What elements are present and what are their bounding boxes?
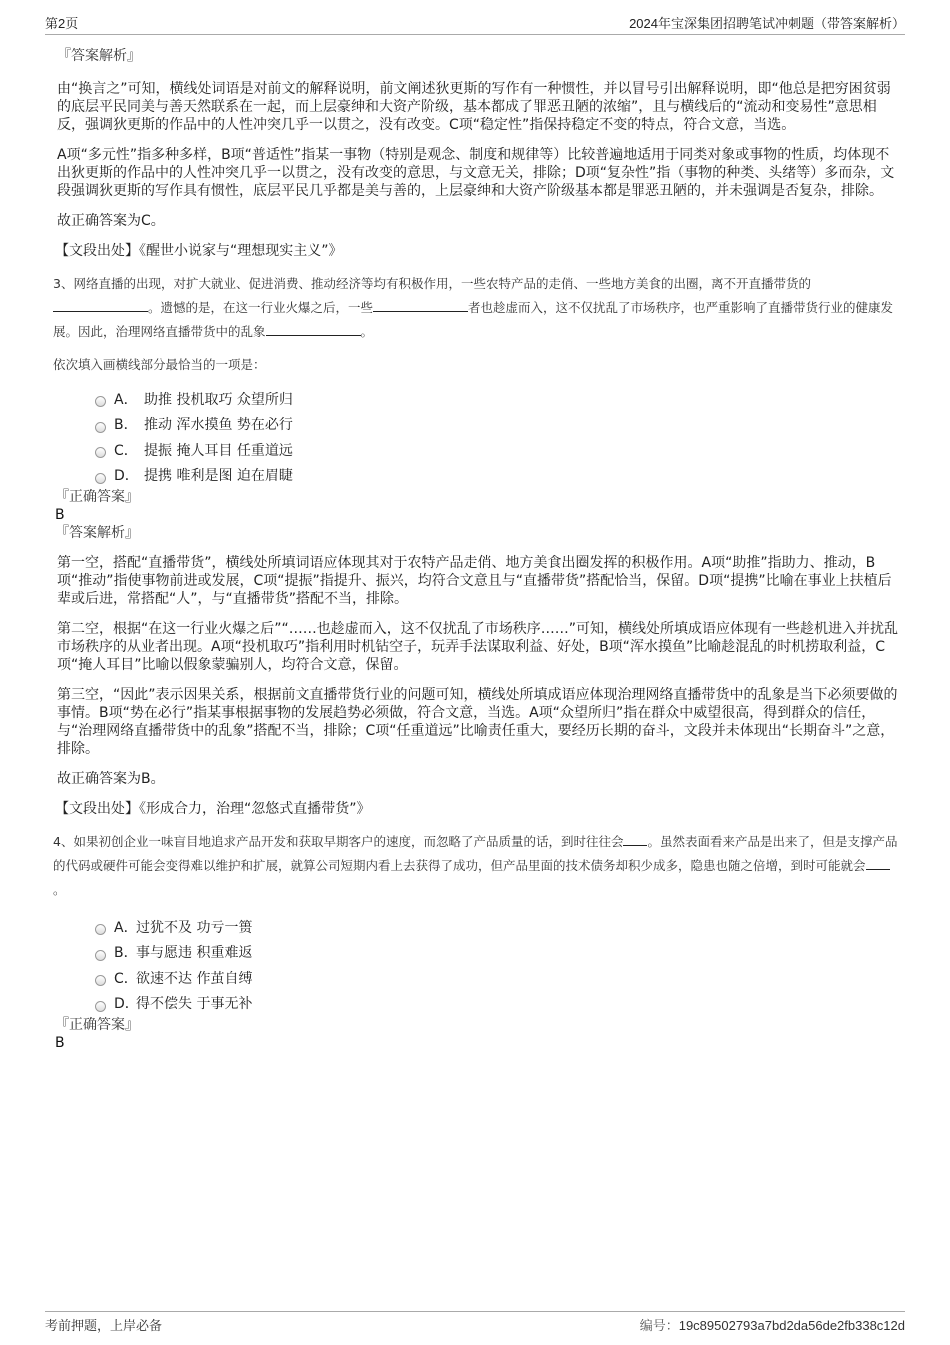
source-citation: 【文段出处】《醒世小说家与“理想现实主义”》 (55, 243, 343, 259)
analysis-paragraph: 第三空，“因此”表示因果关系，根据前文直播带货行业的问题可知，横线处所填成语应体现治理网络直播带货中的乱象是当下必须要做的事情。B项“势在必行”指某事根据事物的发展趋势必须做，符合文意，当选。A项“众望所归”指在群众中威望很高，得到群众的信任，与“治理网络直播带货中的乱象”搭配不当，排除；C项“任重道远”比喻责任重大，要经历长期的奋斗，文段并未体现出“长期奋斗”之意，排除。 (57, 687, 898, 757)
option-c[interactable]: C． 欲速不达 作茧自缚 (95, 965, 900, 991)
page-content (53, 46, 900, 1052)
document-code: 编号：19c89502793a7bd2da56de2fb338c12d (639, 1318, 905, 1333)
analysis-paragraph: 由“换言之”可知，横线处词语是对前文的解释说明，前文阐述狄更斯的写作有一种惯性，并以冒号引出解释说明，即“他总是把穷困贫弱的底层平民同美与善天然联系在一起，而上层豪绅和大资产阶级，基本都成了罪恶丑陋的浓缩”，且与横线后的“流动和变易性”意思相反，强调狄更斯的作品中的人性冲突几乎一以贯之，没有改变。C项“稳定性”指保持稳定不变的特点，符合文意，当选。 (57, 81, 891, 133)
analysis-paragraph: 第二空，根据“在这一行业火爆之后”“……也趁虚而入，这不仅扰乱了市场秩序……”可知，横线处所填成语应体现有一些趁机进入并扰乱市场秩序的从业者出现。A项“投机取巧”指利用时机钻空子，玩弄手法谋取利益、好处，B项“浑水摸鱼”比喻趁混乱的时机捞取利益，C项“掩人耳目”比喻以假象蒙骗别人，均符合文意，保留。 (57, 621, 899, 673)
document-title: 2024年宝深集团招聘笔试冲刺题（带答案解析） (629, 16, 905, 31)
option-a[interactable]: A． 助推 投机取巧 众望所归 (95, 386, 900, 412)
correct-answer-value: B (55, 1035, 65, 1051)
question-stem: 4、如果初创企业一味盲目地追求产品开发和获取早期客户的速度，而忽略了产品质量的话，到时往往会 。虽然表面看来产品是出来了，但是支撑产品的代码或硬件可能会变得难以维护和扩展，就算公司短期内看上去获得了成功，但产品里面的技术债务却积少成多，隐患也随之倍增，到时可能就会。 (53, 830, 900, 902)
analysis-heading: 『答案解析』 (57, 48, 141, 64)
question-number: 3、 (53, 276, 74, 291)
option-a[interactable]: A． 过犹不及 功亏一篑 (95, 914, 900, 940)
analysis-paragraph: 第一空，搭配“直播带货”，横线处所填词语应体现其对于农特产品走俏、地方美食出圈发挥的积极作用。A项“助推”指助力、推动，B项“推动”指使事物前进或发展，C项“提振”指提升、振兴，均符合文意且与“直播带货”搭配恰当，保留。D项“提携”比喻在事业上扶植后辈或后进，常搭配“人”，与“直播带货”搭配不当，排除。 (57, 555, 892, 607)
radio-button-icon[interactable] (95, 396, 106, 407)
page-footer (45, 1311, 905, 1334)
correct-answer-value: B (55, 507, 65, 523)
radio-button-icon[interactable] (95, 1001, 106, 1012)
page-number: 第2页 (45, 16, 79, 31)
radio-button-icon[interactable] (95, 924, 106, 935)
fill-blank-3 (266, 321, 361, 336)
options-list (95, 914, 900, 1016)
page-header (45, 12, 905, 35)
fill-blank-1 (53, 297, 148, 312)
question-3 (53, 272, 900, 818)
radio-button-icon[interactable] (95, 422, 106, 433)
radio-button-icon[interactable] (95, 473, 106, 484)
radio-button-icon[interactable] (95, 975, 106, 986)
option-b[interactable]: B． 推动 浑水摸鱼 势在必行 (95, 412, 900, 438)
question-number: 4、 (53, 834, 74, 849)
conclusion: 故正确答案为C。 (57, 213, 165, 229)
fill-blank-1 (623, 831, 647, 846)
question-prompt: 依次填入画横线部分最恰当的一项是： (53, 357, 266, 372)
option-c[interactable]: C． 提振 掩人耳目 任重道远 (95, 437, 900, 463)
question-stem: 3、网络直播的出现，对扩大就业、促进消费、推动经济等均有积极作用，一些农特产品的走俏、一些地方美食的出圈，离不开直播带货的。遗憾的是，在这一行业火爆之后，一些 者也趁虚而入，这不仅扰乱了市场秩序，也严重影响了直播带货行业的健康发展。因此，治理网络直播带货中的乱象 。 (53, 276, 894, 339)
question-4 (53, 830, 900, 1052)
option-b[interactable]: B． 事与愿违 积重难返 (95, 940, 900, 966)
option-d[interactable]: D． 得不偿失 于事无补 (95, 991, 900, 1017)
correct-answer-heading: 『正确答案』 (55, 1017, 139, 1033)
options-list (95, 386, 900, 488)
option-d[interactable]: D． 提携 唯利是图 迫在眉睫 (95, 463, 900, 489)
radio-button-icon[interactable] (95, 950, 106, 961)
fill-blank-2 (373, 297, 468, 312)
footer-slogan: 考前押题，上岸必备 (45, 1318, 163, 1333)
analysis-paragraph: A项“多元性”指多种多样，B项“普适性”指某一事物（特别是观念、制度和规律等）比较普遍地适用于同类对象或事物的性质，均体现不出狄更斯的作品中的人性冲突几乎一以贯之，没有改变的意思，与文意无关，排除；D项“复杂性”指（事物的种类、头绪等）多而杂，文段强调狄更斯的写作具有惯性，底层平民几乎都是美与善的，上层豪绅和大资产阶级基本都是罪恶丑陋的，并未强调是否复杂，排除。 (57, 147, 895, 199)
conclusion: 故正确答案为B。 (57, 771, 165, 787)
source-citation: 【文段出处】《形成合力，治理“忽悠式直播带货”》 (55, 801, 371, 817)
fill-blank-2 (866, 855, 890, 870)
radio-button-icon[interactable] (95, 447, 106, 458)
analysis-heading: 『答案解析』 (55, 525, 139, 541)
correct-answer-heading: 『正确答案』 (55, 489, 139, 505)
question-2-analysis (57, 46, 900, 260)
